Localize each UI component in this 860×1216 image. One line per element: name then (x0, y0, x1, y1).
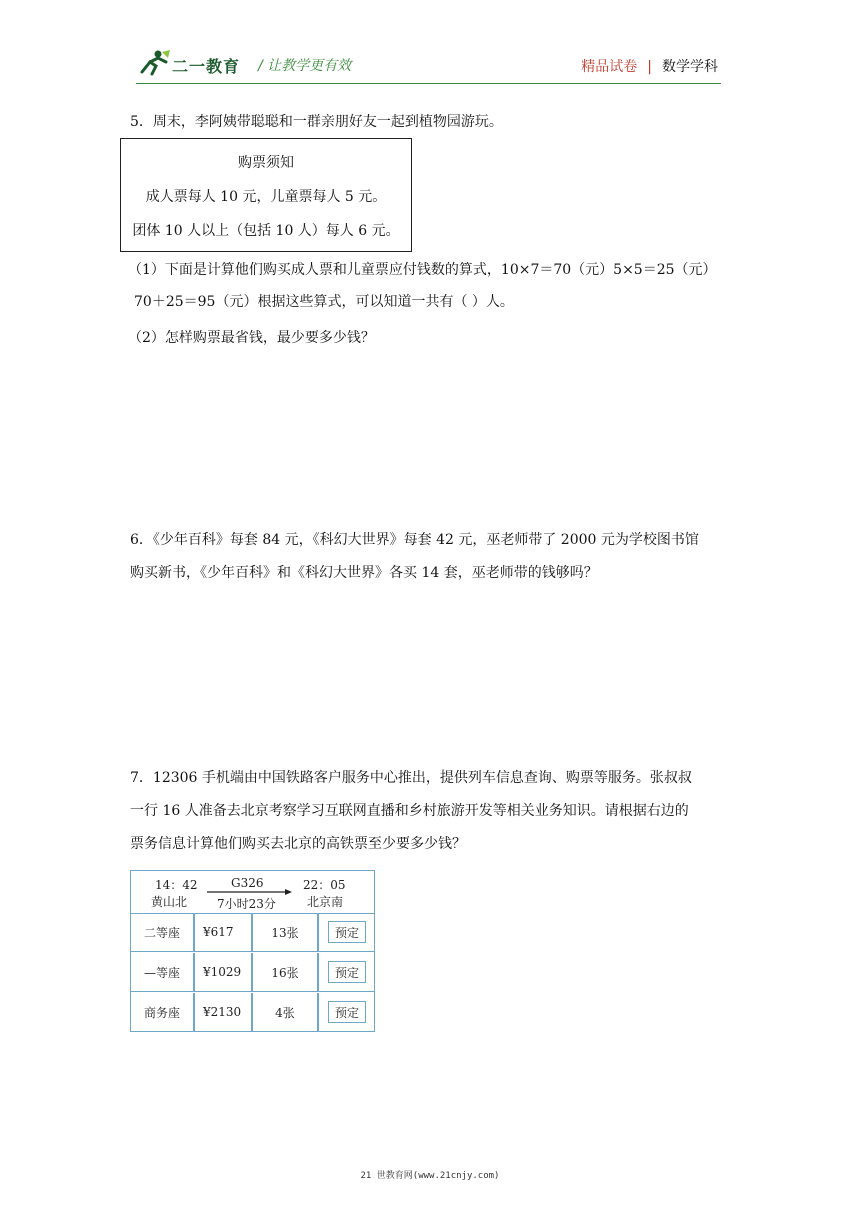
header-separator: | (647, 59, 652, 75)
logo (138, 48, 246, 80)
q5-part1-line2: 70＋25＝95（元）根据这些算式，可以知道一共有（ ）人。 (134, 294, 514, 310)
depart-station: 黄山北 (151, 895, 188, 909)
seat-class: —等座 (143, 965, 180, 980)
notice-title: 购票须知 (238, 155, 294, 171)
q5-part2: （2）怎样购票最省钱，最少要多少钱？ (128, 330, 375, 346)
q7-line1: 7．12306 手机端由中国铁路客户服务中心推出，提供列车信息查询、购票等服务。张叔叔 (130, 770, 692, 786)
q5-part1-line1: （1）下面是计算他们购买成人票和儿童票应付钱数的算式，10×7＝70（元）5×5＝25（元） (128, 262, 717, 278)
seat-price: ¥617 (203, 925, 234, 939)
q7-line3: 票务信息计算他们购买去北京的高铁票至少要多少钱？ (130, 836, 466, 852)
q7-line2: 一行 16 人准备去北京考察学习互联网直播和乡村旅游开发等相关业务知识。请根据右边的 (130, 803, 689, 819)
header-right (581, 56, 718, 76)
trip-duration: 7小时23分 (217, 897, 276, 911)
page-footer: 21 世教育网(www.21cnjy.com) (360, 1171, 500, 1181)
slogan: / 让教学更有效 (258, 58, 352, 74)
notice-line-1: 成人票每人 10 元，儿童票每人 5 元。 (145, 189, 387, 205)
seat-count: 4张 (275, 1005, 295, 1020)
seat-price: ¥1029 (203, 965, 242, 979)
subject-label: 数学学科 (662, 59, 718, 75)
seat-price: ¥2130 (203, 1005, 242, 1019)
q6-line1: 6．《少年百科》每套 84 元，《科幻大世界》每套 42 元，巫老师带了 2000 元为学校图书馆 (130, 532, 699, 548)
runner-logo-icon (138, 48, 172, 78)
train-ticket-panel (130, 870, 375, 1032)
book-button[interactable]: 预定 (328, 961, 366, 983)
seat-class: 二等座 (143, 925, 180, 940)
depart-time: 14：42 (155, 878, 198, 892)
arrive-station: 北京南 (307, 895, 344, 909)
seat-row-business-class (131, 993, 374, 1031)
badge-label: 精品试卷 (581, 59, 638, 75)
book-button[interactable]: 预定 (328, 921, 366, 943)
seat-class: 商务座 (143, 1005, 180, 1020)
seat-count: 13张 (271, 925, 299, 940)
header-divider (136, 83, 721, 84)
page-header (0, 0, 860, 90)
train-number: G326 (231, 876, 264, 890)
seat-count: 16张 (271, 965, 299, 980)
q5-stem: 5．周末，李阿姨带聪聪和一群亲朋好友一起到植物园游玩。 (130, 114, 503, 130)
ticket-notice-box (120, 138, 412, 252)
seat-row-first-class (131, 953, 374, 992)
book-button[interactable]: 预定 (328, 1001, 366, 1023)
q6-line2: 购买新书，《少年百科》和《科幻大世界》各买 14 套，巫老师带的钱够吗？ (130, 565, 598, 581)
train-info (131, 871, 374, 914)
seat-row-second-class (131, 913, 374, 952)
arrive-time: 22：05 (303, 878, 346, 892)
logo-text: 二一教育 (172, 57, 241, 76)
notice-line-2: 团体 10 人以上（包括 10 人）每人 6 元。 (132, 223, 400, 239)
